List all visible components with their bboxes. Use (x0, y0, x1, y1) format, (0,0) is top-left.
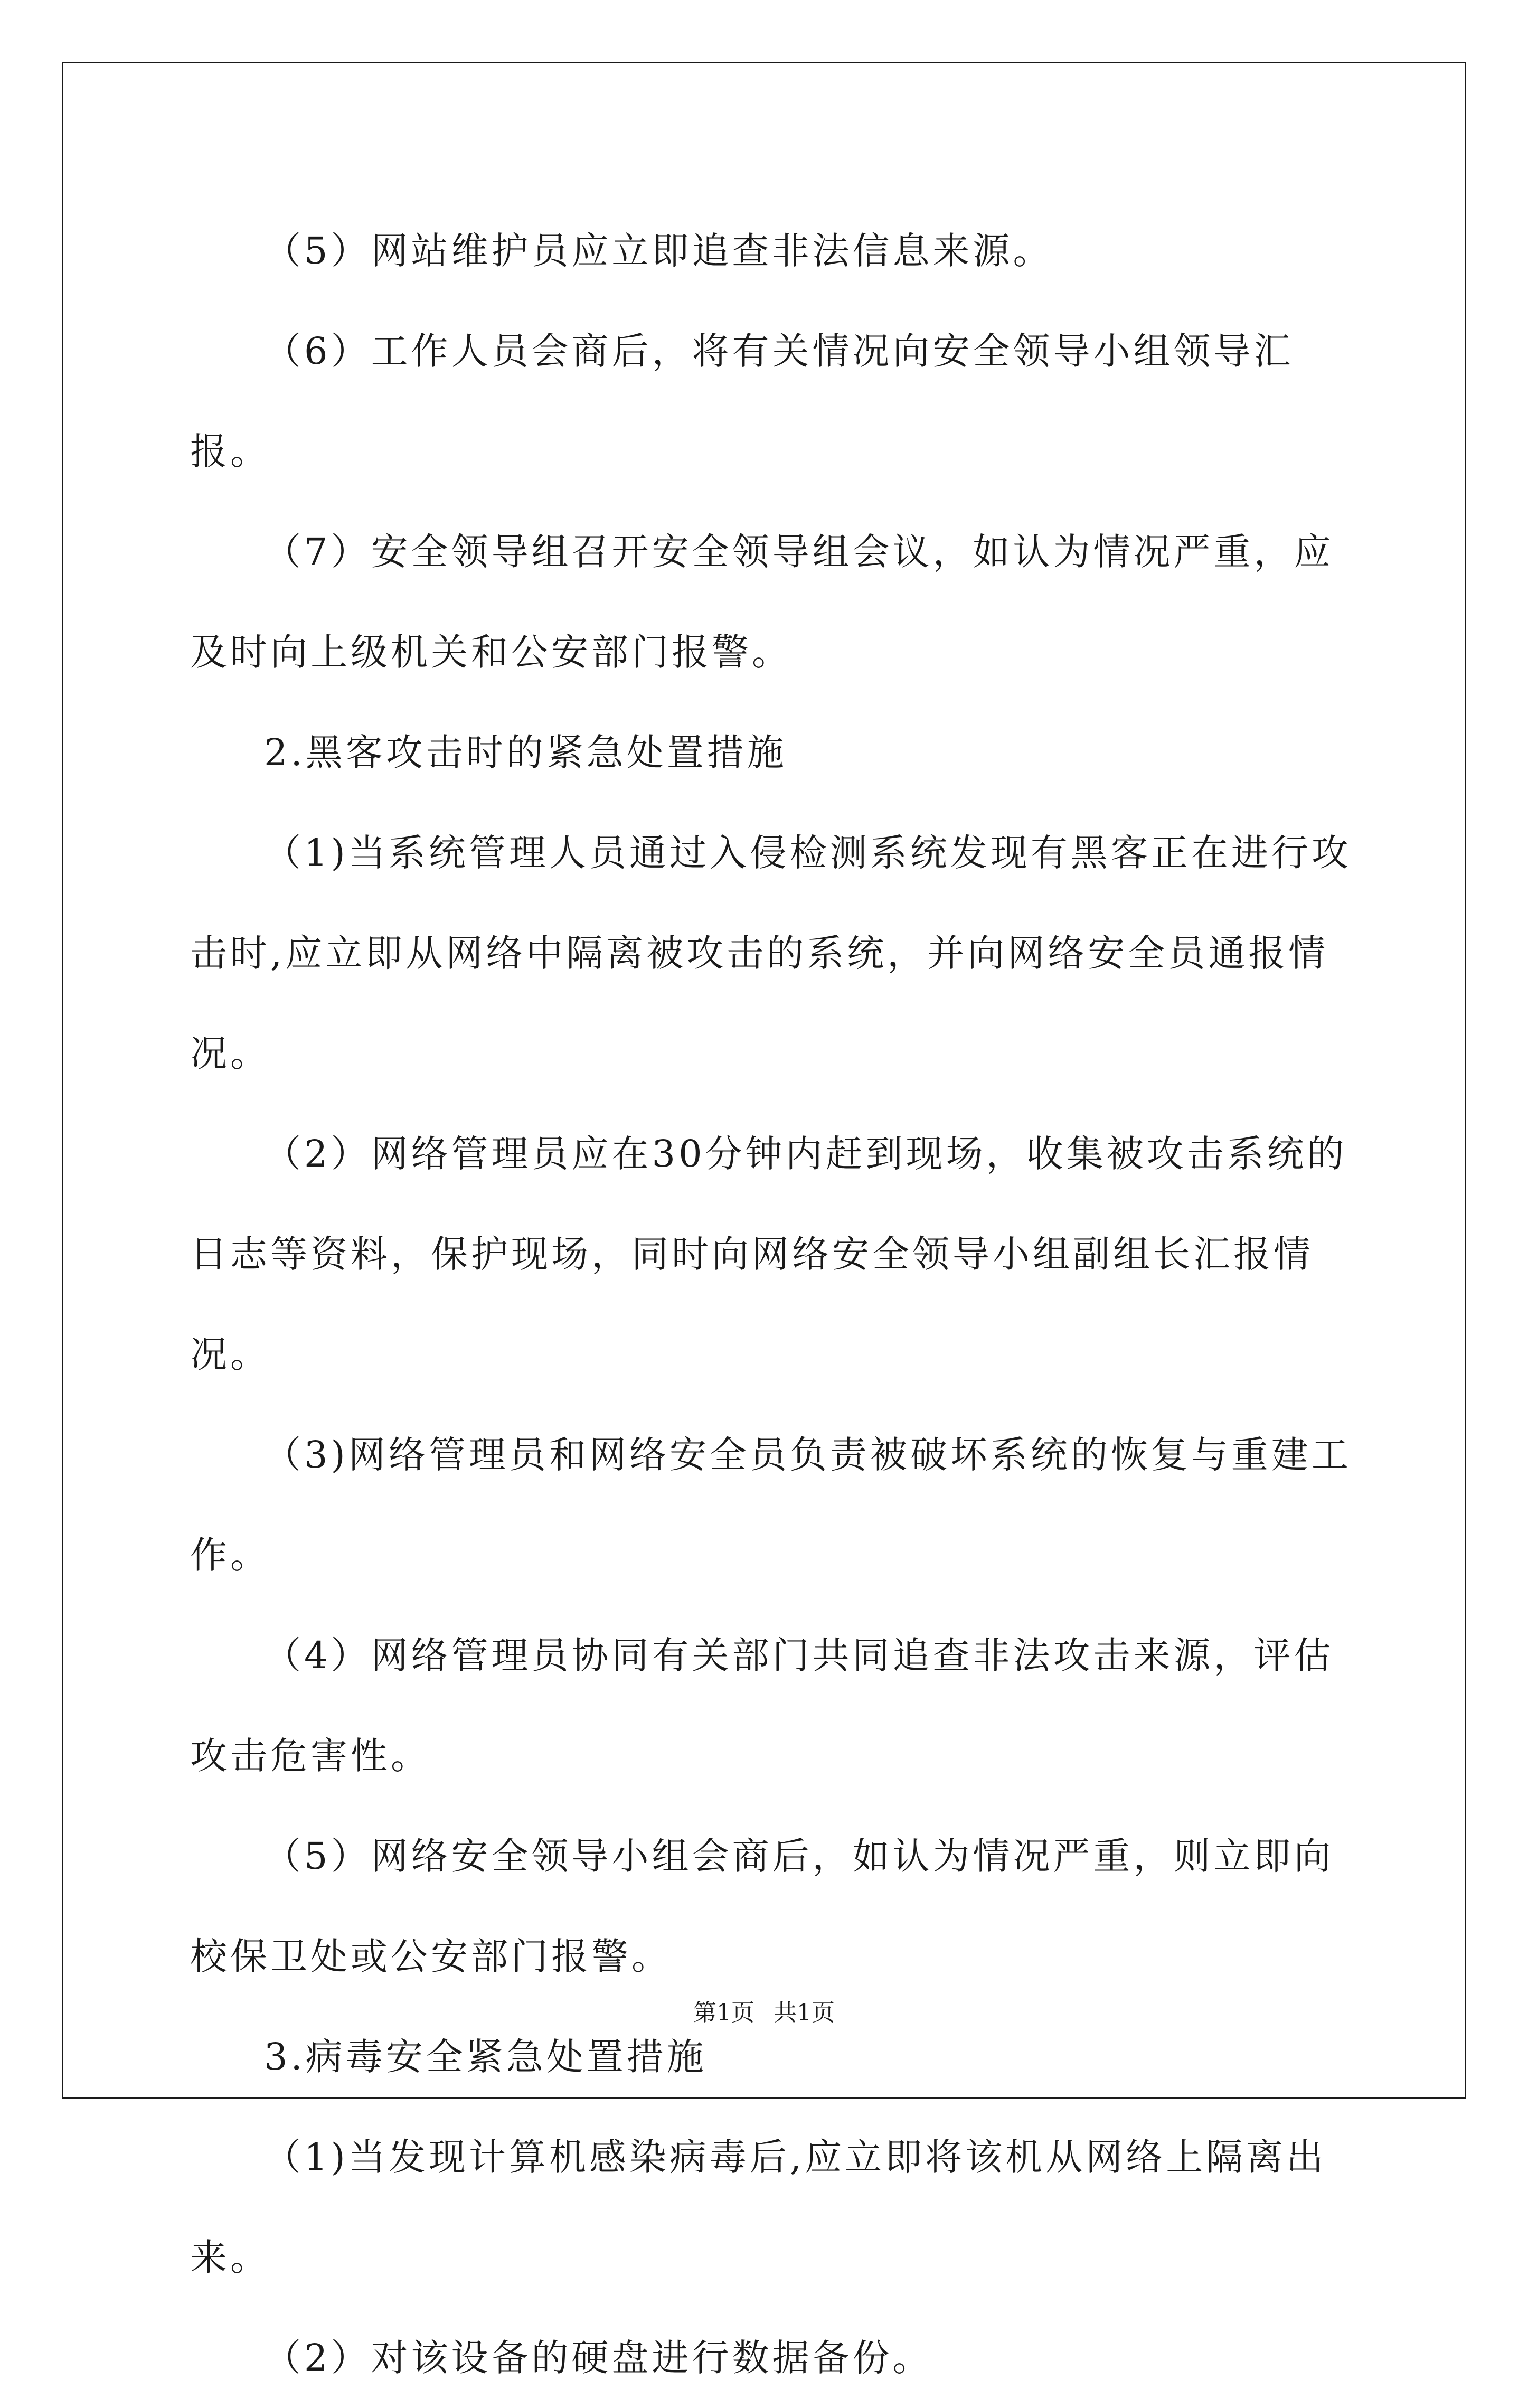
page-number: 第1页 (693, 1999, 754, 2026)
paragraph: （5）网站维护员应立即追查非法信息来源。 (264, 229, 1053, 272)
paragraph: （1)当系统管理人员通过入侵检测系统发现有黑客正在进行攻击时,应立即从网络中隔离被攻击的系统，并向网络安全员通报情况。 (190, 831, 1352, 1075)
paragraph: （6）工作人员会商后，将有关情况向安全领导小组领导汇报。 (190, 330, 1294, 473)
paragraph: （1)当发现计算机感染病毒后,应立即将该机从网络上隔离出来。 (190, 2136, 1327, 2279)
section-heading: 2.黑客攻击时的紧急处置措施 (264, 731, 787, 774)
paragraph: （4）网络管理员协同有关部门共同追查非法攻击来源，评估攻击危害性。 (190, 1634, 1334, 1777)
paragraph: （7）安全领导组召开安全领导组会议，如认为情况严重，应及时向上级机关和公安部门报警。 (190, 530, 1334, 674)
paragraph: （5）网络安全领导小组会商后，如认为情况严重，则立即向校保卫处或公安部门报警。 (190, 1835, 1334, 1978)
page-total: 共1页 (774, 1999, 835, 2026)
paragraph: （2）网络管理员应在30分钟内赶到现场，收集被攻击系统的日志等资料，保护现场，同时向网络安全领导小组副组长汇报情况。 (190, 1132, 1347, 1376)
paragraph: （2）对该设备的硬盘进行数据备份。 (264, 2336, 933, 2379)
document-body (190, 201, 1352, 2408)
page-footer (0, 1993, 1528, 2027)
section-heading: 3.病毒安全紧急处置措施 (264, 2035, 707, 2078)
paragraph: （3)网络管理员和网络安全员负责被破坏系统的恢复与重建工作。 (190, 1433, 1352, 1577)
